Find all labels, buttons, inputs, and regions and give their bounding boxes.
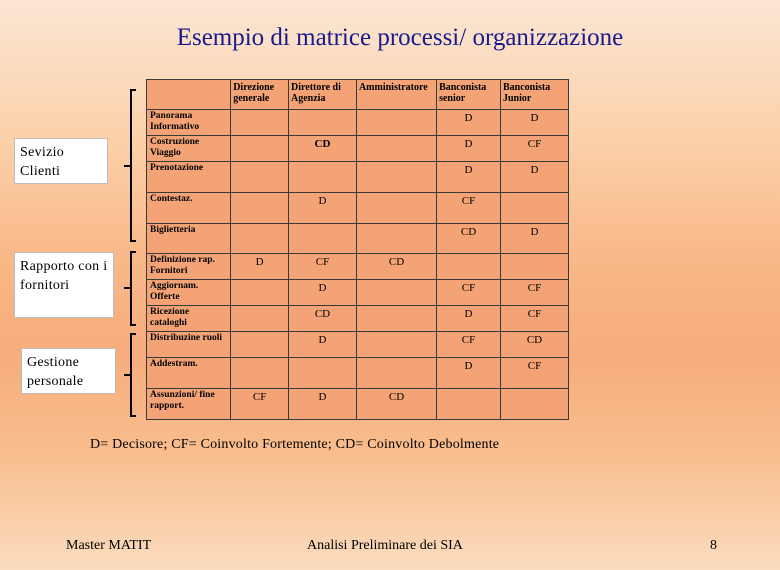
- value-cell: CF: [437, 193, 501, 224]
- value-cell: D: [500, 110, 568, 136]
- value-cell: D: [500, 224, 568, 254]
- value-cell: D: [437, 358, 501, 389]
- value-cell: CF: [500, 358, 568, 389]
- value-cell: [356, 358, 436, 389]
- process-organization-matrix: [146, 79, 569, 420]
- header-cell: Banconista senior: [437, 80, 501, 110]
- process-cell: Biglietteria: [147, 224, 231, 254]
- process-cell: Contestaz.: [147, 193, 231, 224]
- value-cell: D: [500, 162, 568, 193]
- value-cell: CF: [231, 389, 289, 420]
- header-cell: Amministratore: [356, 80, 436, 110]
- value-cell: [289, 110, 357, 136]
- process-cell: Addestram.: [147, 358, 231, 389]
- value-cell: [356, 224, 436, 254]
- value-cell: [231, 332, 289, 358]
- process-cell: Assunzioni/ fine rapport.: [147, 389, 231, 420]
- value-cell: D: [289, 332, 357, 358]
- value-cell: [356, 280, 436, 306]
- value-cell: [356, 306, 436, 332]
- value-cell: [231, 136, 289, 162]
- value-cell: [231, 110, 289, 136]
- value-cell: [356, 332, 436, 358]
- value-cell: CD: [289, 136, 357, 162]
- value-cell: D: [289, 389, 357, 420]
- slide-title: Esempio di matrice processi/ organizzazione: [176, 24, 624, 51]
- value-cell: [356, 110, 436, 136]
- header-cell: [147, 80, 231, 110]
- value-cell: CD: [500, 332, 568, 358]
- value-cell: [231, 162, 289, 193]
- value-cell: [231, 193, 289, 224]
- process-cell: Aggiornam. Offerte: [147, 280, 231, 306]
- table-row: [147, 162, 569, 193]
- process-cell: Prenotazione: [147, 162, 231, 193]
- process-cell: Costruzione Viaggio: [147, 136, 231, 162]
- group-label-text: Gestione personale: [27, 355, 84, 389]
- value-cell: D: [289, 280, 357, 306]
- value-cell: D: [437, 306, 501, 332]
- value-cell: CF: [500, 306, 568, 332]
- value-cell: [289, 358, 357, 389]
- value-cell: D: [289, 193, 357, 224]
- value-cell: CD: [437, 224, 501, 254]
- table-row: [147, 110, 569, 136]
- value-cell: [500, 254, 568, 280]
- value-cell: CD: [356, 254, 436, 280]
- value-cell: [356, 162, 436, 193]
- value-cell: D: [231, 254, 289, 280]
- value-cell: CF: [437, 332, 501, 358]
- value-cell: CF: [437, 280, 501, 306]
- group-label-servizio-clienti: [14, 138, 108, 184]
- table-row: [147, 332, 569, 358]
- footer-left: Master MATIT: [66, 538, 152, 553]
- value-cell: [500, 193, 568, 224]
- value-cell: [437, 389, 501, 420]
- header-cell: Direttore di Agenzia: [289, 80, 357, 110]
- value-cell: [231, 306, 289, 332]
- value-cell: [437, 254, 501, 280]
- table-row: [147, 358, 569, 389]
- footer-center: Analisi Preliminare dei SIA: [307, 538, 463, 553]
- table-row: [147, 254, 569, 280]
- value-cell: [500, 389, 568, 420]
- value-cell: CD: [289, 306, 357, 332]
- value-cell: D: [437, 136, 501, 162]
- process-cell: Ricezione cataloghi: [147, 306, 231, 332]
- group-label-gestione-personale: [21, 348, 116, 394]
- value-cell: [289, 224, 357, 254]
- process-cell: Distribuzine ruoli: [147, 332, 231, 358]
- value-cell: [231, 280, 289, 306]
- value-cell: [289, 162, 357, 193]
- value-cell: CD: [356, 389, 436, 420]
- value-cell: [231, 224, 289, 254]
- value-cell: [356, 193, 436, 224]
- table-row: [147, 306, 569, 332]
- value-cell: CF: [289, 254, 357, 280]
- value-cell: [231, 358, 289, 389]
- group-label-text: Rapporto con i fornitori: [20, 259, 108, 293]
- legend: D= Decisore; CF= Coinvolto Fortemente; CD= Coinvolto Debolmente: [90, 437, 500, 452]
- matrix-header-row: [147, 80, 569, 110]
- header-cell: Direzione generale: [231, 80, 289, 110]
- table-row: [147, 193, 569, 224]
- group-label-rapporto-fornitori: [14, 252, 114, 318]
- page-number: 8: [710, 538, 717, 553]
- value-cell: CF: [500, 280, 568, 306]
- value-cell: D: [437, 162, 501, 193]
- group-label-text: Sevizio Clienti: [20, 145, 65, 179]
- process-cell: Definizione rap. Fornitori: [147, 254, 231, 280]
- value-cell: CF: [500, 136, 568, 162]
- value-cell: D: [437, 110, 501, 136]
- header-cell: Banconista Junior: [500, 80, 568, 110]
- table-row: [147, 389, 569, 420]
- table-row: [147, 224, 569, 254]
- table-row: [147, 136, 569, 162]
- value-cell: [356, 136, 436, 162]
- process-cell: Panorama Informativo: [147, 110, 231, 136]
- table-row: [147, 280, 569, 306]
